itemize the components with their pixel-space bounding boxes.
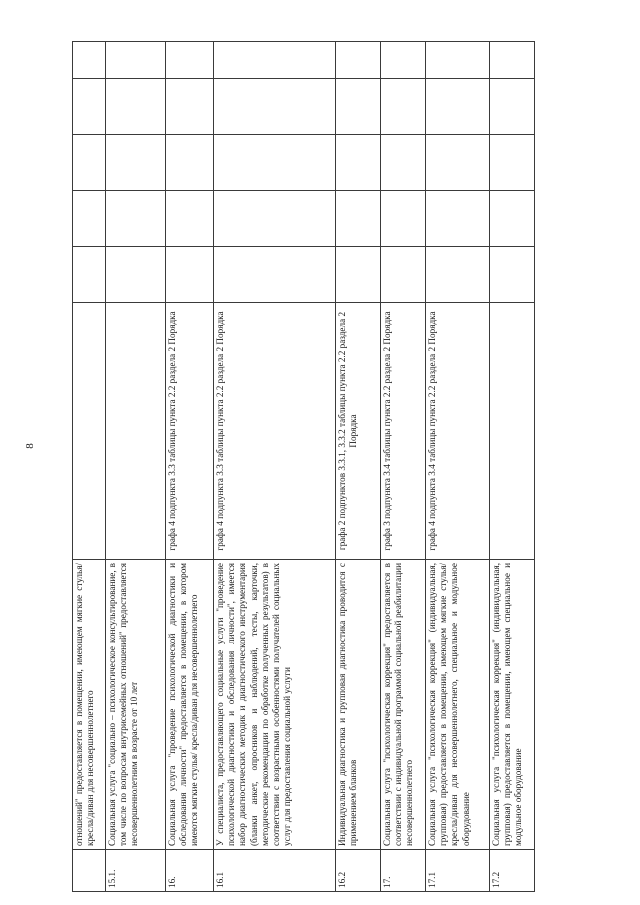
row-reference <box>490 303 535 560</box>
empty-cell <box>214 191 336 247</box>
empty-cell <box>490 42 535 79</box>
table-row <box>106 42 166 892</box>
empty-cell <box>214 79 336 135</box>
empty-cell <box>73 135 106 191</box>
empty-cell <box>426 135 490 191</box>
empty-cell <box>166 135 214 191</box>
empty-cell <box>214 42 336 79</box>
requirements-table <box>72 41 535 892</box>
page-number: 8 <box>24 443 36 449</box>
row-reference: графа 2 подпунктов 3.3.1, 3.3.2 таблицы пункта 2.2 раздела 2 Порядка <box>336 303 381 560</box>
empty-cell <box>73 79 106 135</box>
empty-cell <box>214 135 336 191</box>
empty-cell <box>490 135 535 191</box>
table-row <box>490 42 535 892</box>
empty-cell <box>336 79 381 135</box>
empty-cell <box>336 247 381 303</box>
row-reference: графа 4 подпункта 3.3 таблицы пункта 2.2 раздела 2 Порядка <box>214 303 336 560</box>
row-description: Социальная услуга "психологическая коррекция" (индивидуальная, групповая) предоставляется в помещении, имеющем специальное и модульное оборудование <box>490 560 535 850</box>
empty-cell <box>336 42 381 79</box>
row-number: 16. <box>166 850 214 892</box>
table-row <box>426 42 490 892</box>
empty-cell <box>381 191 426 247</box>
row-reference <box>73 303 106 560</box>
row-number: 17. <box>381 850 426 892</box>
row-reference: графа 4 подпункта 3.3 таблицы пункта 2.2 раздела 2 Порядка <box>166 303 214 560</box>
row-number: 17.1 <box>426 850 490 892</box>
row-description: Социальная услуга "проведение психологической диагностики и обследования личности" предоставляется в помещении, в котором имеются мягкие стулья/ кресла/диван для несовершеннолетнего <box>166 560 214 850</box>
row-description: Социальная услуга "социально – психологическое консультирование, в том числе по вопросам внутрисемейных отношений" предоставляется несовершеннолетним в возрасте от 10 лет <box>106 560 166 850</box>
empty-cell <box>73 247 106 303</box>
empty-cell <box>490 191 535 247</box>
table-row <box>336 42 381 892</box>
row-number: 15.1. <box>106 850 166 892</box>
empty-cell <box>381 42 426 79</box>
empty-cell <box>166 79 214 135</box>
row-description: Индивидуальная диагностика и групповая диагностика проводится с применением бланков <box>336 560 381 850</box>
row-number: 16.1 <box>214 850 336 892</box>
empty-cell <box>106 135 166 191</box>
empty-cell <box>106 42 166 79</box>
empty-cell <box>336 135 381 191</box>
empty-cell <box>490 79 535 135</box>
table-row <box>381 42 426 892</box>
row-number <box>73 850 106 892</box>
table-row <box>166 42 214 892</box>
row-description: У специалиста, предоставляющего социальные услуги "проведение психологической диагностики и обследования личности", имеется набор диагностических методик и диагностического инструментария (бланки анкет, опросников и наблюдений, тесты, карточки, методические рекомендации по обработке полученных результатов) в соответствии с возрастными особенностями получателей социальных услуг для предоставления социальной услуги <box>214 560 336 850</box>
empty-cell <box>426 42 490 79</box>
empty-cell <box>166 191 214 247</box>
empty-cell <box>490 247 535 303</box>
empty-cell <box>106 79 166 135</box>
row-description: Социальная услуга "психологическая коррекция" предоставляется в соответствии с индивидуальной программой социальной реабилитации несовершеннолетнего <box>381 560 426 850</box>
empty-cell <box>381 79 426 135</box>
row-description: отношений" предоставляется в помещении, имеющем мягкие стулья/ кресла/диван для несовершеннолетнего <box>73 560 106 850</box>
row-reference: графа 4 подпункта 3.4 таблицы пункта 2.2 раздела 2 Порядка <box>426 303 490 560</box>
rotated-table-container <box>72 42 534 892</box>
row-description: Социальная услуга "психологическая коррекция" (индивидуальная, групповая) предоставляется в помещении, имеющем мягкие стулья/ кресла/диван для несовершеннолетнего, специальное и модульное оборудование <box>426 560 490 850</box>
empty-cell <box>381 247 426 303</box>
table-row <box>214 42 336 892</box>
table-row <box>73 42 106 892</box>
empty-cell <box>426 191 490 247</box>
empty-cell <box>106 191 166 247</box>
row-number: 17.2 <box>490 850 535 892</box>
empty-cell <box>426 79 490 135</box>
empty-cell <box>166 247 214 303</box>
empty-cell <box>73 191 106 247</box>
empty-cell <box>214 247 336 303</box>
empty-cell <box>166 42 214 79</box>
empty-cell <box>336 191 381 247</box>
empty-cell <box>426 247 490 303</box>
row-reference: графа 3 подпункта 3.4 таблицы пункта 2.2 раздела 2 Порядка <box>381 303 426 560</box>
row-number: 16.2 <box>336 850 381 892</box>
empty-cell <box>73 42 106 79</box>
empty-cell <box>381 135 426 191</box>
row-reference <box>106 303 166 560</box>
empty-cell <box>106 247 166 303</box>
